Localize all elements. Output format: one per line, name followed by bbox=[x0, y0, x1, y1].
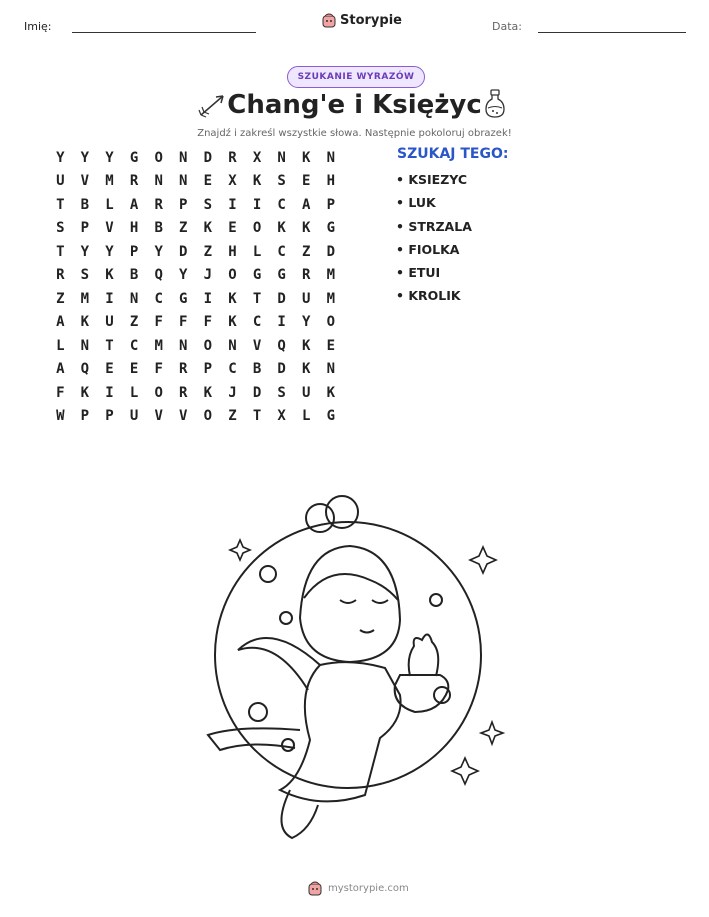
grid-letter[interactable]: R bbox=[129, 173, 139, 190]
grid-letter[interactable]: C bbox=[129, 337, 139, 354]
grid-letter[interactable]: M bbox=[154, 337, 163, 354]
grid-letter[interactable]: Z bbox=[302, 243, 311, 260]
grid-letter[interactable]: K bbox=[203, 220, 213, 237]
grid-letter[interactable]: K bbox=[105, 267, 114, 284]
grid-letter[interactable]: B bbox=[154, 220, 163, 237]
grid-letter[interactable]: K bbox=[277, 220, 286, 237]
grid-letter[interactable]: L bbox=[56, 337, 65, 354]
grid-letter[interactable]: Y bbox=[80, 149, 90, 166]
activity-badge: SZUKANIE WYRAZÓW bbox=[287, 66, 425, 88]
grid-letter[interactable]: Z bbox=[203, 243, 213, 260]
grid-row bbox=[48, 240, 343, 264]
grid-letter[interactable]: C bbox=[154, 290, 163, 307]
footer bbox=[308, 880, 409, 896]
instructions: Znajdź i zakreśl wszystkie słowa. Następnie pokoloruj obrazek! bbox=[197, 128, 512, 139]
grid-letter[interactable]: B bbox=[129, 267, 139, 284]
grid-letter[interactable]: I bbox=[105, 384, 114, 401]
grid-letter[interactable]: E bbox=[129, 361, 139, 378]
grid-letter[interactable]: P bbox=[179, 196, 188, 213]
grid-letter[interactable]: L bbox=[105, 196, 114, 213]
grid-letter[interactable]: U bbox=[129, 408, 139, 425]
grid-letter[interactable]: I bbox=[228, 196, 237, 213]
grid-row bbox=[48, 193, 343, 217]
grid-letter[interactable]: G bbox=[179, 290, 188, 307]
grid-row bbox=[48, 358, 343, 382]
grid-letter[interactable]: S bbox=[277, 384, 286, 401]
grid-letter[interactable]: P bbox=[80, 220, 90, 237]
grid-letter[interactable]: R bbox=[154, 196, 163, 213]
grid-letter[interactable]: Z bbox=[56, 290, 65, 307]
grid-letter[interactable]: P bbox=[105, 408, 114, 425]
grid-letter[interactable]: Z bbox=[129, 314, 139, 331]
grid-letter[interactable]: F bbox=[154, 314, 163, 331]
grid-letter[interactable]: N bbox=[154, 173, 163, 190]
grid-letter[interactable]: M bbox=[326, 267, 336, 284]
grid-letter[interactable]: H bbox=[326, 173, 336, 190]
grid-letter[interactable]: Q bbox=[154, 267, 163, 284]
grid-letter[interactable]: Q bbox=[80, 361, 90, 378]
grid-letter[interactable]: C bbox=[277, 196, 286, 213]
grid-letter[interactable]: K bbox=[252, 173, 262, 190]
grid-letter[interactable]: C bbox=[277, 243, 286, 260]
grid-letter[interactable]: D bbox=[252, 384, 262, 401]
grid-letter[interactable]: D bbox=[179, 243, 188, 260]
grid-letter[interactable]: K bbox=[302, 220, 311, 237]
grid-letter[interactable]: N bbox=[179, 149, 188, 166]
grid-letter[interactable]: D bbox=[203, 149, 213, 166]
grid-letter[interactable]: T bbox=[105, 337, 114, 354]
pie-mascot-icon bbox=[308, 880, 322, 896]
grid-letter[interactable]: F bbox=[56, 384, 65, 401]
brand-logo bbox=[322, 12, 402, 28]
grid-letter[interactable]: P bbox=[203, 361, 213, 378]
grid-letter[interactable]: F bbox=[154, 361, 163, 378]
grid-letter[interactable]: T bbox=[252, 408, 262, 425]
grid-letter[interactable]: B bbox=[252, 361, 262, 378]
grid-letter[interactable]: Z bbox=[228, 408, 237, 425]
grid-letter[interactable]: Y bbox=[105, 243, 114, 260]
grid-letter[interactable]: N bbox=[129, 290, 139, 307]
grid-letter[interactable]: N bbox=[326, 149, 336, 166]
grid-letter[interactable]: M bbox=[326, 290, 336, 307]
grid-letter[interactable]: I bbox=[203, 290, 213, 307]
grid-letter[interactable]: A bbox=[56, 361, 65, 378]
grid-letter[interactable]: P bbox=[326, 196, 336, 213]
grid-letter[interactable]: P bbox=[129, 243, 139, 260]
grid-letter[interactable]: K bbox=[302, 149, 311, 166]
grid-letter[interactable]: V bbox=[80, 173, 90, 190]
grid-letter[interactable]: O bbox=[203, 408, 213, 425]
grid-letter[interactable]: D bbox=[277, 361, 286, 378]
grid-row bbox=[48, 405, 343, 429]
grid-letter[interactable]: N bbox=[179, 173, 188, 190]
grid-letter[interactable]: G bbox=[326, 408, 336, 425]
grid-letter[interactable]: F bbox=[203, 314, 213, 331]
grid-letter[interactable]: A bbox=[302, 196, 311, 213]
word-list-item: • KSIEZYC bbox=[396, 172, 468, 187]
grid-letter[interactable]: N bbox=[228, 337, 237, 354]
grid-letter[interactable]: B bbox=[80, 196, 90, 213]
name-label: Imię: bbox=[24, 20, 52, 33]
grid-letter[interactable]: N bbox=[80, 337, 90, 354]
potion-bottle-icon bbox=[484, 89, 506, 119]
grid-letter[interactable]: U bbox=[302, 290, 311, 307]
grid-letter[interactable]: Y bbox=[80, 243, 90, 260]
grid-letter[interactable]: V bbox=[252, 337, 262, 354]
grid-letter[interactable]: S bbox=[56, 220, 65, 237]
grid-row bbox=[48, 170, 343, 194]
grid-letter[interactable]: O bbox=[326, 314, 336, 331]
grid-letter[interactable]: S bbox=[203, 196, 213, 213]
grid-letter[interactable]: N bbox=[179, 337, 188, 354]
grid-letter[interactable]: U bbox=[56, 173, 65, 190]
grid-letter[interactable]: T bbox=[56, 196, 65, 213]
grid-letter[interactable]: M bbox=[80, 290, 90, 307]
grid-letter[interactable]: T bbox=[252, 290, 262, 307]
grid-letter[interactable]: C bbox=[252, 314, 262, 331]
grid-letter[interactable]: A bbox=[129, 196, 139, 213]
grid-letter[interactable]: P bbox=[80, 408, 90, 425]
grid-letter[interactable]: K bbox=[80, 384, 90, 401]
word-search-grid bbox=[48, 146, 343, 428]
grid-letter[interactable]: I bbox=[252, 196, 262, 213]
grid-letter[interactable]: J bbox=[228, 384, 237, 401]
grid-letter[interactable]: K bbox=[80, 314, 90, 331]
grid-letter[interactable]: I bbox=[105, 290, 114, 307]
grid-letter[interactable]: K bbox=[302, 361, 311, 378]
grid-letter[interactable]: K bbox=[203, 384, 213, 401]
grid-letter[interactable]: Y bbox=[56, 149, 65, 166]
grid-letter[interactable]: K bbox=[302, 337, 311, 354]
grid-letter[interactable]: M bbox=[105, 173, 114, 190]
grid-letter[interactable]: O bbox=[228, 267, 237, 284]
grid-letter[interactable]: K bbox=[228, 314, 237, 331]
grid-row bbox=[48, 381, 343, 405]
page-title: Chang'e i Księżyc bbox=[227, 90, 482, 120]
grid-letter[interactable]: E bbox=[105, 361, 114, 378]
grid-letter[interactable]: G bbox=[129, 149, 139, 166]
word-list-item: • STRZALA bbox=[396, 218, 472, 234]
grid-letter[interactable]: U bbox=[105, 314, 114, 331]
grid-letter[interactable]: O bbox=[154, 149, 163, 166]
grid-letter[interactable]: S bbox=[80, 267, 90, 284]
grid-letter[interactable]: R bbox=[179, 361, 188, 378]
grid-letter[interactable]: Y bbox=[154, 243, 163, 260]
grid-letter[interactable]: X bbox=[252, 149, 262, 166]
grid-letter[interactable]: T bbox=[56, 243, 65, 260]
grid-letter[interactable]: V bbox=[105, 220, 114, 237]
grid-letter[interactable]: I bbox=[277, 314, 286, 331]
grid-letter[interactable]: D bbox=[326, 243, 336, 260]
grid-letter[interactable]: L bbox=[252, 243, 262, 260]
name-line[interactable] bbox=[72, 32, 256, 33]
grid-letter[interactable]: L bbox=[129, 384, 139, 401]
grid-letter[interactable]: V bbox=[179, 408, 188, 425]
grid-letter[interactable]: O bbox=[203, 337, 213, 354]
grid-letter[interactable]: J bbox=[203, 267, 213, 284]
grid-letter[interactable]: R bbox=[179, 384, 188, 401]
grid-letter[interactable]: K bbox=[326, 384, 336, 401]
grid-letter[interactable]: D bbox=[277, 290, 286, 307]
date-line[interactable] bbox=[538, 32, 686, 33]
grid-letter[interactable]: G bbox=[252, 267, 262, 284]
grid-letter[interactable]: V bbox=[154, 408, 163, 425]
word-list-item: • FIOLKA bbox=[396, 241, 460, 257]
grid-letter[interactable]: R bbox=[56, 267, 65, 284]
grid-letter[interactable]: G bbox=[277, 267, 286, 284]
word-list bbox=[396, 172, 472, 312]
grid-letter[interactable]: N bbox=[326, 361, 336, 378]
grid-letter[interactable]: O bbox=[252, 220, 262, 237]
grid-letter[interactable]: K bbox=[228, 290, 237, 307]
grid-row bbox=[48, 217, 343, 241]
grid-letter[interactable]: Y bbox=[105, 149, 114, 166]
grid-letter[interactable]: W bbox=[56, 408, 65, 425]
grid-letter[interactable]: E bbox=[302, 173, 311, 190]
grid-letter[interactable]: A bbox=[56, 314, 65, 331]
grid-row bbox=[48, 264, 343, 288]
pie-mascot-icon bbox=[322, 12, 336, 28]
word-list-item: • LUK bbox=[396, 195, 436, 211]
grid-letter[interactable]: H bbox=[129, 220, 139, 237]
grid-letter[interactable]: S bbox=[277, 173, 286, 190]
grid-row bbox=[48, 334, 343, 358]
grid-letter[interactable]: E bbox=[203, 173, 213, 190]
grid-letter[interactable]: N bbox=[277, 149, 286, 166]
grid-letter[interactable]: C bbox=[228, 361, 237, 378]
grid-letter[interactable]: E bbox=[326, 337, 336, 354]
grid-row bbox=[48, 311, 343, 335]
word-list-item: • KROLIK bbox=[396, 288, 461, 304]
word-list-item: • ETUI bbox=[396, 265, 441, 281]
date-label: Data: bbox=[492, 20, 522, 33]
grid-letter[interactable]: X bbox=[228, 173, 237, 190]
change-moon-illustration bbox=[200, 490, 510, 850]
word-list-heading: SZUKAJ TEGO: bbox=[397, 146, 509, 162]
grid-letter[interactable]: F bbox=[179, 314, 188, 331]
grid-letter[interactable]: R bbox=[228, 149, 237, 166]
grid-letter[interactable]: E bbox=[228, 220, 237, 237]
grid-row bbox=[48, 146, 343, 170]
grid-letter[interactable]: Z bbox=[179, 220, 188, 237]
grid-letter[interactable]: Q bbox=[277, 337, 286, 354]
grid-letter[interactable]: R bbox=[302, 267, 311, 284]
grid-letter[interactable]: X bbox=[277, 408, 286, 425]
footer-url: mystorypie.com bbox=[328, 882, 409, 894]
grid-letter[interactable]: Y bbox=[302, 314, 311, 331]
grid-letter[interactable]: O bbox=[154, 384, 163, 401]
grid-letter[interactable]: U bbox=[302, 384, 311, 401]
grid-letter[interactable]: G bbox=[326, 220, 336, 237]
grid-row bbox=[48, 287, 343, 311]
grid-letter[interactable]: Y bbox=[179, 267, 188, 284]
grid-letter[interactable]: L bbox=[302, 408, 311, 425]
grid-letter[interactable]: H bbox=[228, 243, 237, 260]
brand-name: Storypie bbox=[340, 12, 402, 28]
